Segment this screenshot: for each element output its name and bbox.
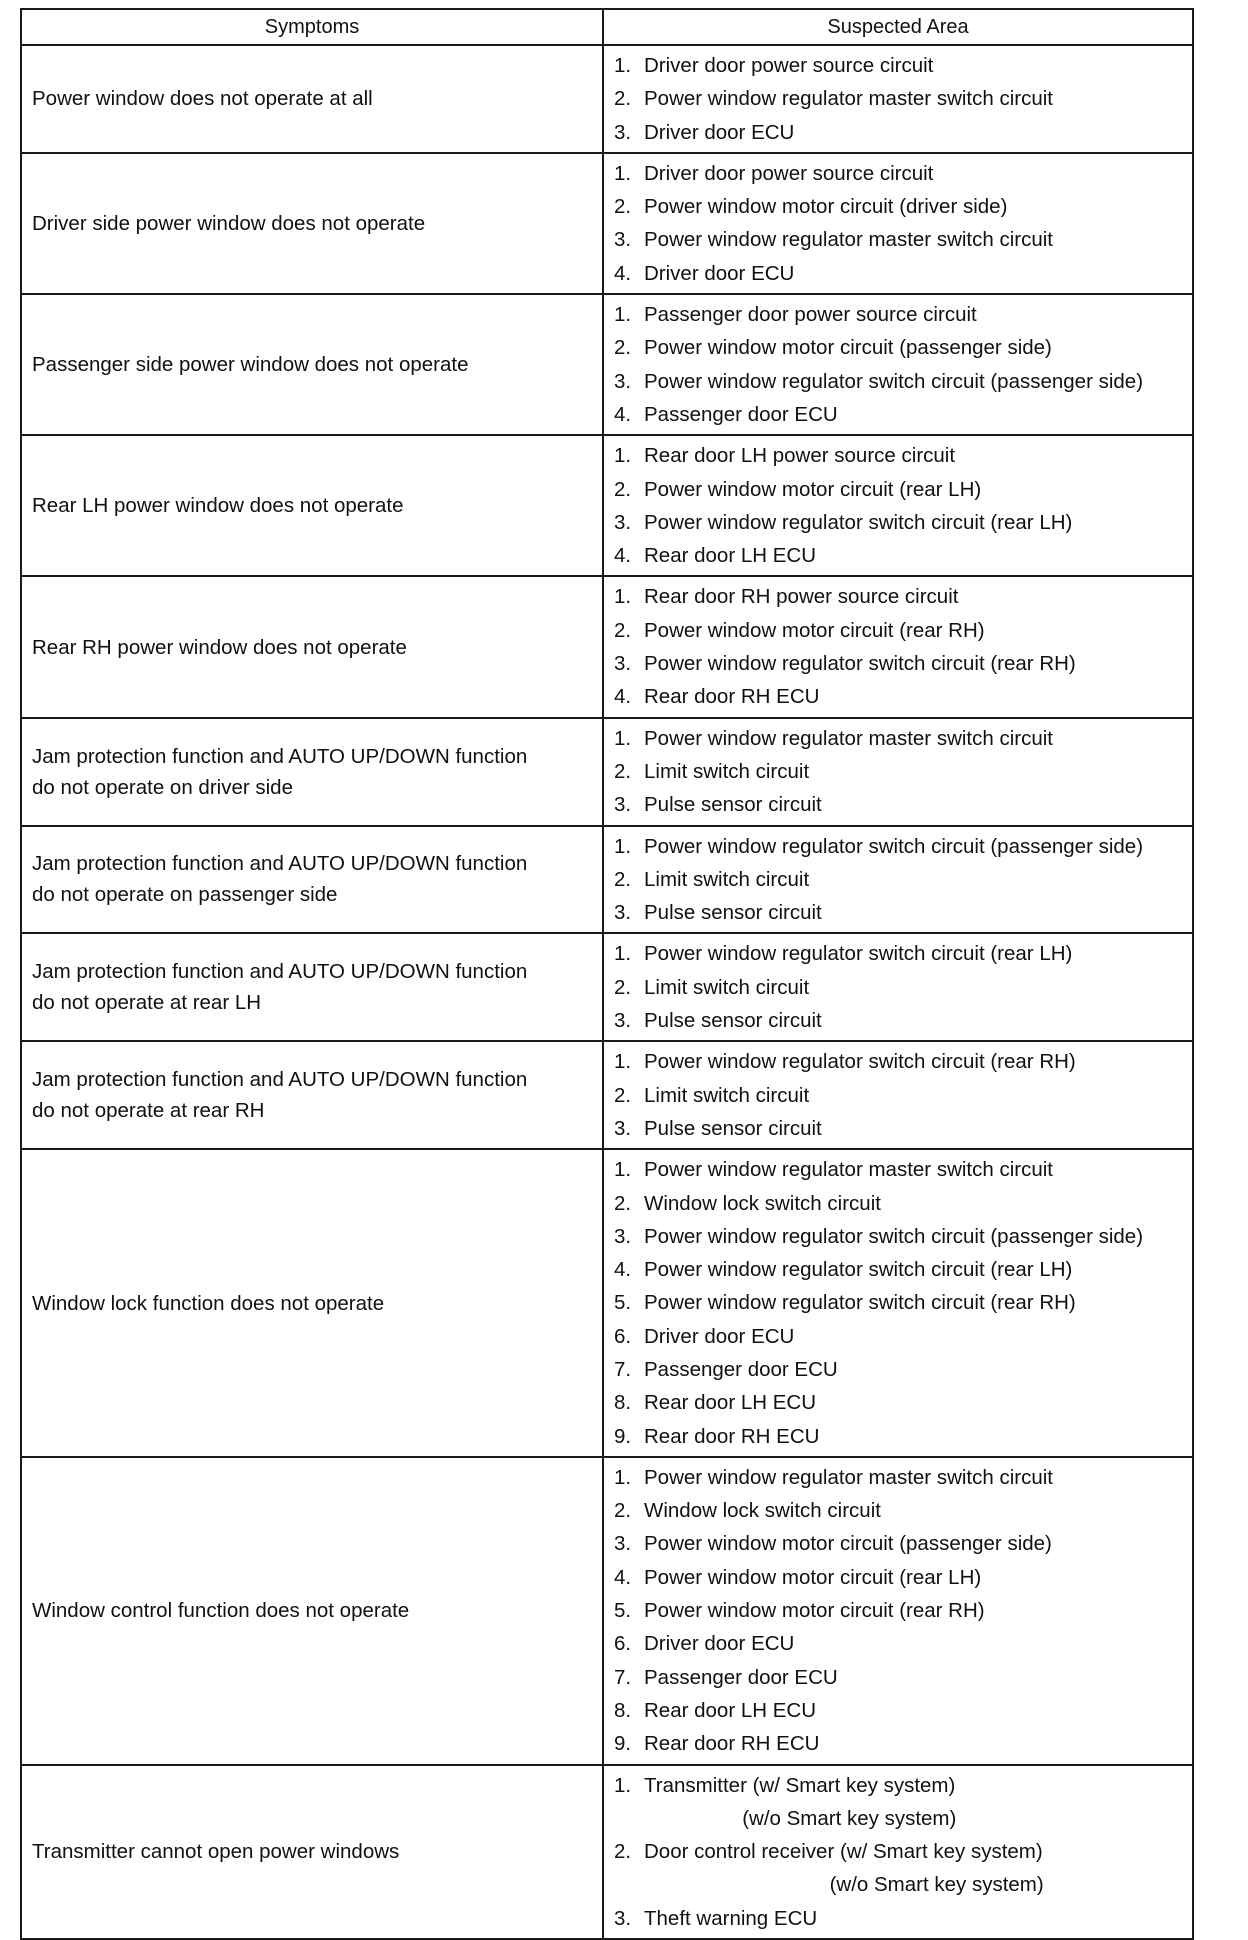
suspected-area-cell xyxy=(603,576,1193,717)
suspected-area-item xyxy=(614,1079,1192,1112)
item-number: 2. xyxy=(614,1191,632,1215)
suspected-area-cell xyxy=(603,153,1193,294)
symptom-text-line: do not operate on passenger side xyxy=(32,883,338,907)
item-number: 6. xyxy=(614,1324,632,1348)
item-text: Power window motor circuit (rear RH) xyxy=(644,1599,985,1623)
item-number: 1. xyxy=(614,1773,632,1797)
item-number: 4. xyxy=(614,261,632,285)
item-text: Power window regulator master switch circuit xyxy=(644,228,1053,252)
suspected-area-item xyxy=(614,1461,1192,1494)
item-text: Limit switch circuit xyxy=(644,975,810,999)
suspected-area-item xyxy=(614,1494,1192,1527)
suspected-area-item xyxy=(614,647,1192,680)
symptom-cell xyxy=(21,718,603,826)
item-text: Power window regulator switch circuit (rear RH) xyxy=(644,1050,1076,1074)
item-number: 3. xyxy=(614,369,632,393)
suspected-area-item xyxy=(614,971,1192,1004)
item-number: 3. xyxy=(614,120,632,144)
item-text: Rear door RH power source circuit xyxy=(644,585,959,609)
item-number: 3. xyxy=(614,793,632,817)
symptom-text: Window control function does not operate xyxy=(32,1599,410,1623)
suspected-area-item xyxy=(614,398,1192,431)
suspected-area-item xyxy=(614,1420,1192,1453)
item-text: Driver door ECU xyxy=(644,261,795,285)
suspected-area-cell xyxy=(603,933,1193,1041)
suspected-area-cell xyxy=(603,718,1193,826)
symptom-text-line: Jam protection function and AUTO UP/DOWN function xyxy=(32,744,528,768)
item-number: 1. xyxy=(614,161,632,185)
table-row xyxy=(21,933,1193,1041)
item-number: 2. xyxy=(614,975,632,999)
item-number: 7. xyxy=(614,1665,632,1689)
table-row xyxy=(21,1457,1193,1765)
troubleshooting-sheet xyxy=(20,8,1192,1940)
symptom-cell xyxy=(21,45,603,153)
item-number: 2. xyxy=(614,195,632,219)
symptom-cell xyxy=(21,1149,603,1457)
item-number: 3. xyxy=(614,510,632,534)
suspected-area-item xyxy=(614,257,1192,290)
suspected-area-item xyxy=(614,580,1192,613)
suspected-area-item xyxy=(614,1386,1192,1419)
symptom-table xyxy=(20,8,1194,1940)
symptom-text: Rear LH power window does not operate xyxy=(32,494,404,518)
item-number: 1. xyxy=(614,444,632,468)
item-text: Power window regulator switch circuit (rear RH) xyxy=(644,652,1076,676)
item-number: 8. xyxy=(614,1698,632,1722)
suspected-area-item xyxy=(614,1902,1192,1935)
item-number: 3. xyxy=(614,1116,632,1140)
suspected-area-item xyxy=(614,506,1192,539)
suspected-area-item xyxy=(614,1187,1192,1220)
suspected-area-item xyxy=(614,223,1192,256)
item-text: Driver door power source circuit xyxy=(644,161,934,185)
suspected-area-item xyxy=(614,116,1192,149)
header-row xyxy=(21,9,1193,45)
item-text: Pulse sensor circuit xyxy=(644,901,822,925)
item-number: 2. xyxy=(614,1083,632,1107)
item-text-continuation: (w/o Smart key system) xyxy=(742,1806,957,1830)
item-text: Power window regulator switch circuit (rear LH) xyxy=(644,942,1073,966)
suspected-area-item xyxy=(614,863,1192,896)
symptom-text: Passenger side power window does not operate xyxy=(32,353,469,377)
item-number: 1. xyxy=(614,1465,632,1489)
item-text: Window lock switch circuit xyxy=(644,1499,881,1523)
suspected-area-item xyxy=(614,1004,1192,1037)
suspected-area-item xyxy=(614,937,1192,970)
symptom-text-line: Jam protection function and AUTO UP/DOWN function xyxy=(32,1068,528,1092)
item-number: 4. xyxy=(614,1565,632,1589)
item-number: 7. xyxy=(614,1357,632,1381)
item-text: Rear door LH ECU xyxy=(644,1391,817,1415)
item-number: 1. xyxy=(614,834,632,858)
item-number: 4. xyxy=(614,685,632,709)
item-text: Power window motor circuit (driver side) xyxy=(644,195,1008,219)
item-text: Power window regulator switch circuit (passenger side) xyxy=(644,369,1144,393)
header-symptoms: Symptoms xyxy=(21,9,603,45)
item-text: Limit switch circuit xyxy=(644,759,810,783)
symptom-cell xyxy=(21,826,603,934)
suspected-area-item xyxy=(614,1835,1192,1868)
item-text: Power window regulator master switch circuit xyxy=(644,1158,1053,1182)
item-text: Passenger door ECU xyxy=(644,402,838,426)
item-text: Power window regulator master switch circuit xyxy=(644,87,1053,111)
item-number: 9. xyxy=(614,1732,632,1756)
item-text: Rear door LH ECU xyxy=(644,1698,817,1722)
item-text: Pulse sensor circuit xyxy=(644,1009,822,1033)
item-number: 2. xyxy=(614,1499,632,1523)
item-text: Rear door RH ECU xyxy=(644,1732,820,1756)
table-row xyxy=(21,1149,1193,1457)
item-text: Power window motor circuit (rear LH) xyxy=(644,477,982,501)
item-number: 4. xyxy=(614,1258,632,1282)
symptom-cell xyxy=(21,1041,603,1149)
item-text: Power window regulator switch circuit (rear LH) xyxy=(644,1258,1073,1282)
suspected-area-item xyxy=(614,331,1192,364)
item-number: 1. xyxy=(614,1158,632,1182)
item-text: Power window regulator switch circuit (passenger side) xyxy=(644,1224,1144,1248)
table-row xyxy=(21,576,1193,717)
suspected-area-item xyxy=(614,1220,1192,1253)
suspected-area-cell xyxy=(603,45,1193,153)
suspected-area-item xyxy=(614,830,1192,863)
symptom-text-line: do not operate on driver side xyxy=(32,775,293,799)
item-text-continuation: (w/o Smart key system) xyxy=(829,1873,1044,1897)
item-number: 4. xyxy=(614,544,632,568)
table-row xyxy=(21,435,1193,576)
suspected-area-item xyxy=(614,539,1192,572)
item-text: Power window motor circuit (passenger side) xyxy=(644,336,1052,360)
item-number: 1. xyxy=(614,303,632,327)
symptom-text-line: do not operate at rear RH xyxy=(32,1099,265,1123)
item-text: Pulse sensor circuit xyxy=(644,1116,822,1140)
item-text: Limit switch circuit xyxy=(644,867,810,891)
suspected-area-cell xyxy=(603,1765,1193,1939)
suspected-area-item xyxy=(614,614,1192,647)
suspected-area-item xyxy=(614,1561,1192,1594)
table-row xyxy=(21,826,1193,934)
suspected-area-cell xyxy=(603,294,1193,435)
item-text: Passenger door power source circuit xyxy=(644,303,977,327)
item-number: 3. xyxy=(614,652,632,676)
item-number: 3. xyxy=(614,228,632,252)
item-text: Power window motor circuit (rear RH) xyxy=(644,618,985,642)
symptom-text-line: Jam protection function and AUTO UP/DOWN function xyxy=(32,960,528,984)
item-number: 2. xyxy=(614,477,632,501)
suspected-area-cell xyxy=(603,435,1193,576)
item-number: 6. xyxy=(614,1632,632,1656)
suspected-area-item xyxy=(614,788,1192,821)
suspected-area-item xyxy=(614,1353,1192,1386)
suspected-area-item xyxy=(614,1769,1192,1802)
item-text: Power window regulator switch circuit (rear RH) xyxy=(644,1291,1076,1315)
symptom-cell xyxy=(21,1457,603,1765)
suspected-area-item xyxy=(614,157,1192,190)
suspected-area-item xyxy=(614,365,1192,398)
item-text: Passenger door ECU xyxy=(644,1665,838,1689)
symptom-cell xyxy=(21,933,603,1041)
item-number: 3. xyxy=(614,901,632,925)
item-number: 2. xyxy=(614,867,632,891)
suspected-area-item xyxy=(614,82,1192,115)
item-number: 2. xyxy=(614,618,632,642)
symptom-text-line: Jam protection function and AUTO UP/DOWN function xyxy=(32,852,528,876)
item-number: 2. xyxy=(614,87,632,111)
symptom-cell xyxy=(21,576,603,717)
suspected-area-item xyxy=(614,49,1192,82)
symptom-cell xyxy=(21,153,603,294)
item-number: 1. xyxy=(614,585,632,609)
symptom-cell xyxy=(21,1765,603,1939)
suspected-area-item xyxy=(614,1112,1192,1145)
table-row xyxy=(21,718,1193,826)
item-text: Power window regulator master switch circuit xyxy=(644,726,1053,750)
suspected-area-item xyxy=(614,1320,1192,1353)
item-number: 2. xyxy=(614,1840,632,1864)
item-number: 8. xyxy=(614,1391,632,1415)
suspected-area-item xyxy=(614,298,1192,331)
item-text: Transmitter (w/ Smart key system) xyxy=(644,1773,956,1797)
item-number: 3. xyxy=(614,1532,632,1556)
item-text: Rear door RH ECU xyxy=(644,685,820,709)
table-row xyxy=(21,294,1193,435)
symptom-text: Window lock function does not operate xyxy=(32,1291,385,1315)
item-number: 1. xyxy=(614,726,632,750)
symptom-text: Driver side power window does not operate xyxy=(32,211,426,235)
item-number: 3. xyxy=(614,1906,632,1930)
symptom-cell xyxy=(21,294,603,435)
item-number: 4. xyxy=(614,402,632,426)
table-row xyxy=(21,45,1193,153)
item-text: Rear door RH ECU xyxy=(644,1424,820,1448)
table-row xyxy=(21,1765,1193,1939)
item-text: Power window regulator switch circuit (rear LH) xyxy=(644,510,1073,534)
item-number: 2. xyxy=(614,759,632,783)
suspected-area-item xyxy=(614,1594,1192,1627)
suspected-area-cell xyxy=(603,826,1193,934)
suspected-area-item xyxy=(614,439,1192,472)
suspected-area-item xyxy=(614,680,1192,713)
suspected-area-item xyxy=(614,473,1192,506)
item-text: Power window motor circuit (rear LH) xyxy=(644,1565,982,1589)
item-text: Driver door ECU xyxy=(644,120,795,144)
suspected-area-cell xyxy=(603,1041,1193,1149)
item-text: Window lock switch circuit xyxy=(644,1191,881,1215)
item-number: 3. xyxy=(614,1009,632,1033)
item-number: 1. xyxy=(614,1050,632,1074)
suspected-area-cell xyxy=(603,1457,1193,1765)
item-number: 1. xyxy=(614,942,632,966)
item-number: 5. xyxy=(614,1291,632,1315)
item-number: 5. xyxy=(614,1599,632,1623)
suspected-area-item xyxy=(614,755,1192,788)
item-text: Door control receiver (w/ Smart key system) xyxy=(644,1840,1043,1864)
item-number: 9. xyxy=(614,1424,632,1448)
item-number: 1. xyxy=(614,54,632,77)
symptom-text: Rear RH power window does not operate xyxy=(32,635,407,659)
suspected-area-item xyxy=(614,1286,1192,1319)
suspected-area-item xyxy=(614,1727,1192,1760)
suspected-area-item xyxy=(614,1153,1192,1186)
item-text: Power window motor circuit (passenger side) xyxy=(644,1532,1052,1556)
item-text: Driver door ECU xyxy=(644,1324,795,1348)
item-text: Power window regulator switch circuit (passenger side) xyxy=(644,834,1144,858)
item-text: Theft warning ECU xyxy=(644,1906,818,1930)
suspected-area-cell xyxy=(603,1149,1193,1457)
item-number: 3. xyxy=(614,1224,632,1248)
symptom-cell xyxy=(21,435,603,576)
suspected-area-item xyxy=(614,1627,1192,1660)
suspected-area-item xyxy=(614,1527,1192,1560)
suspected-area-item xyxy=(614,896,1192,929)
item-text: Passenger door ECU xyxy=(644,1357,838,1381)
table-body xyxy=(21,45,1193,1939)
suspected-area-item xyxy=(614,722,1192,755)
table-row xyxy=(21,1041,1193,1149)
suspected-area-item xyxy=(614,1661,1192,1694)
item-text: Rear door LH ECU xyxy=(644,544,817,568)
item-text: Rear door LH power source circuit xyxy=(644,444,956,468)
symptom-text: Transmitter cannot open power windows xyxy=(32,1840,400,1864)
item-text: Driver door power source circuit xyxy=(644,54,934,77)
item-text: Driver door ECU xyxy=(644,1632,795,1656)
header-suspected-area: Suspected Area xyxy=(603,9,1193,45)
item-text: Pulse sensor circuit xyxy=(644,793,822,817)
suspected-area-item xyxy=(614,1694,1192,1727)
suspected-area-item xyxy=(614,190,1192,223)
symptom-text: Power window does not operate at all xyxy=(32,87,373,111)
item-number: 2. xyxy=(614,336,632,360)
suspected-area-item xyxy=(614,1253,1192,1286)
item-text: Power window regulator master switch circuit xyxy=(644,1465,1053,1489)
suspected-area-item xyxy=(614,1045,1192,1078)
table-row xyxy=(21,153,1193,294)
item-text: Limit switch circuit xyxy=(644,1083,810,1107)
symptom-text-line: do not operate at rear LH xyxy=(32,991,262,1015)
